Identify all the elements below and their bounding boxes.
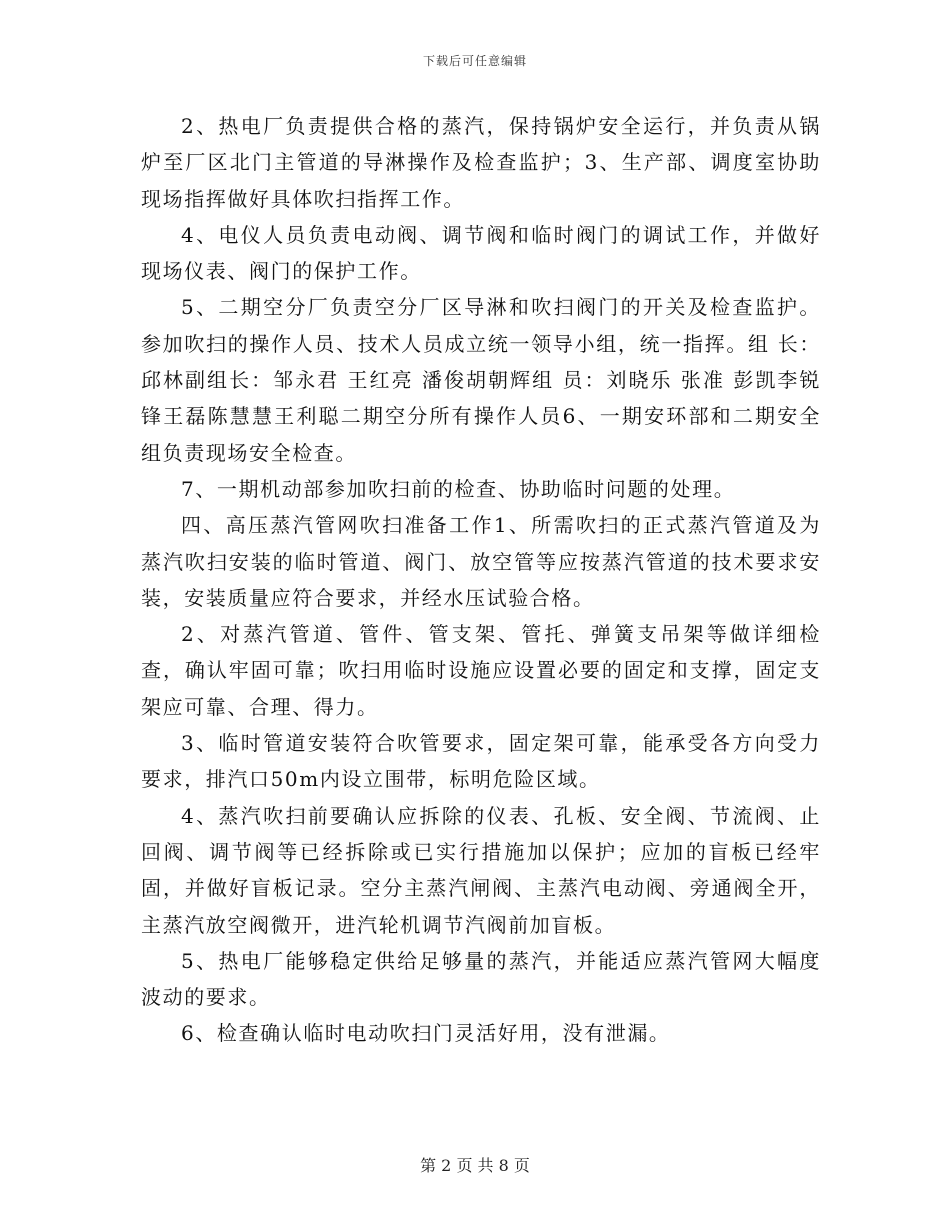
page-header: 下载后可任意编辑 — [422, 54, 527, 68]
page-footer: 第 2 页 共 8 页 — [420, 1156, 530, 1175]
paragraph-8: 4、蒸汽吹扫前要确认应拆除的仪表、孔板、安全阀、节流阀、止回阀、调节阀等已经拆除或已实行措施加以保护；应加的盲板已经牢固，并做好盲板记录。空分主蒸汽闸阀、主蒸汽电动阀、旁通阀全开，主蒸汽放空阀微开，进汽轮机调节汽阀前加盲板。 — [141, 803, 821, 937]
paragraph-4: 7、一期机动部参加吹扫前的检查、协助临时问题的处理。 — [181, 476, 736, 501]
paragraph-3: 5、二期空分厂负责空分厂区导淋和吹扫阀门的开关及检查监护。参加吹扫的操作人员、技术人员成立统一领导小组，统一指挥。组 长：邱林副组长：邹永君 王红亮 潘俊胡朝辉组 员：刘晓乐 张准 彭凯李锐锋王磊陈慧慧王利聪二期空分所有操作人员6、一期安环部和二期安全组负责现场安全检查。 — [141, 295, 821, 465]
paragraph-9: 5、热电厂能够稳定供给足够量的蒸汽，并能适应蒸汽管网大幅度波动的要求。 — [141, 948, 821, 1010]
paragraph-2: 4、电仪人员负责电动阀、调节阀和临时阀门的调试工作，并做好现场仪表、阀门的保护工作。 — [141, 222, 821, 284]
paragraph-1: 2、热电厂负责提供合格的蒸汽，保持锅炉安全运行，并负责从锅炉至厂区北门主管道的导淋操作及检查监护；3、生产部、调度室协助现场指挥做好具体吹扫指挥工作。 — [141, 114, 821, 211]
paragraph-10: 6、检查确认临时电动吹扫门灵活好用，没有泄漏。 — [181, 1021, 671, 1046]
paragraph-6: 2、对蒸汽管道、管件、管支架、管托、弹簧支吊架等做详细检查，确认牢固可靠；吹扫用临时设施应设置必要的固定和支撑，固定支架应可靠、合理、得力。 — [141, 622, 821, 719]
paragraph-5: 四、高压蒸汽管网吹扫准备工作1、所需吹扫的正式蒸汽管道及为蒸汽吹扫安装的临时管道、阀门、放空管等应按蒸汽管道的技术要求安装，安装质量应符合要求，并经水压试验合格。 — [141, 513, 821, 610]
paragraph-7: 3、临时管道安装符合吹管要求，固定架可靠，能承受各方向受力要求，排汽口50m内设立围带，标明危险区域。 — [141, 731, 821, 792]
document-body — [141, 108, 821, 1052]
